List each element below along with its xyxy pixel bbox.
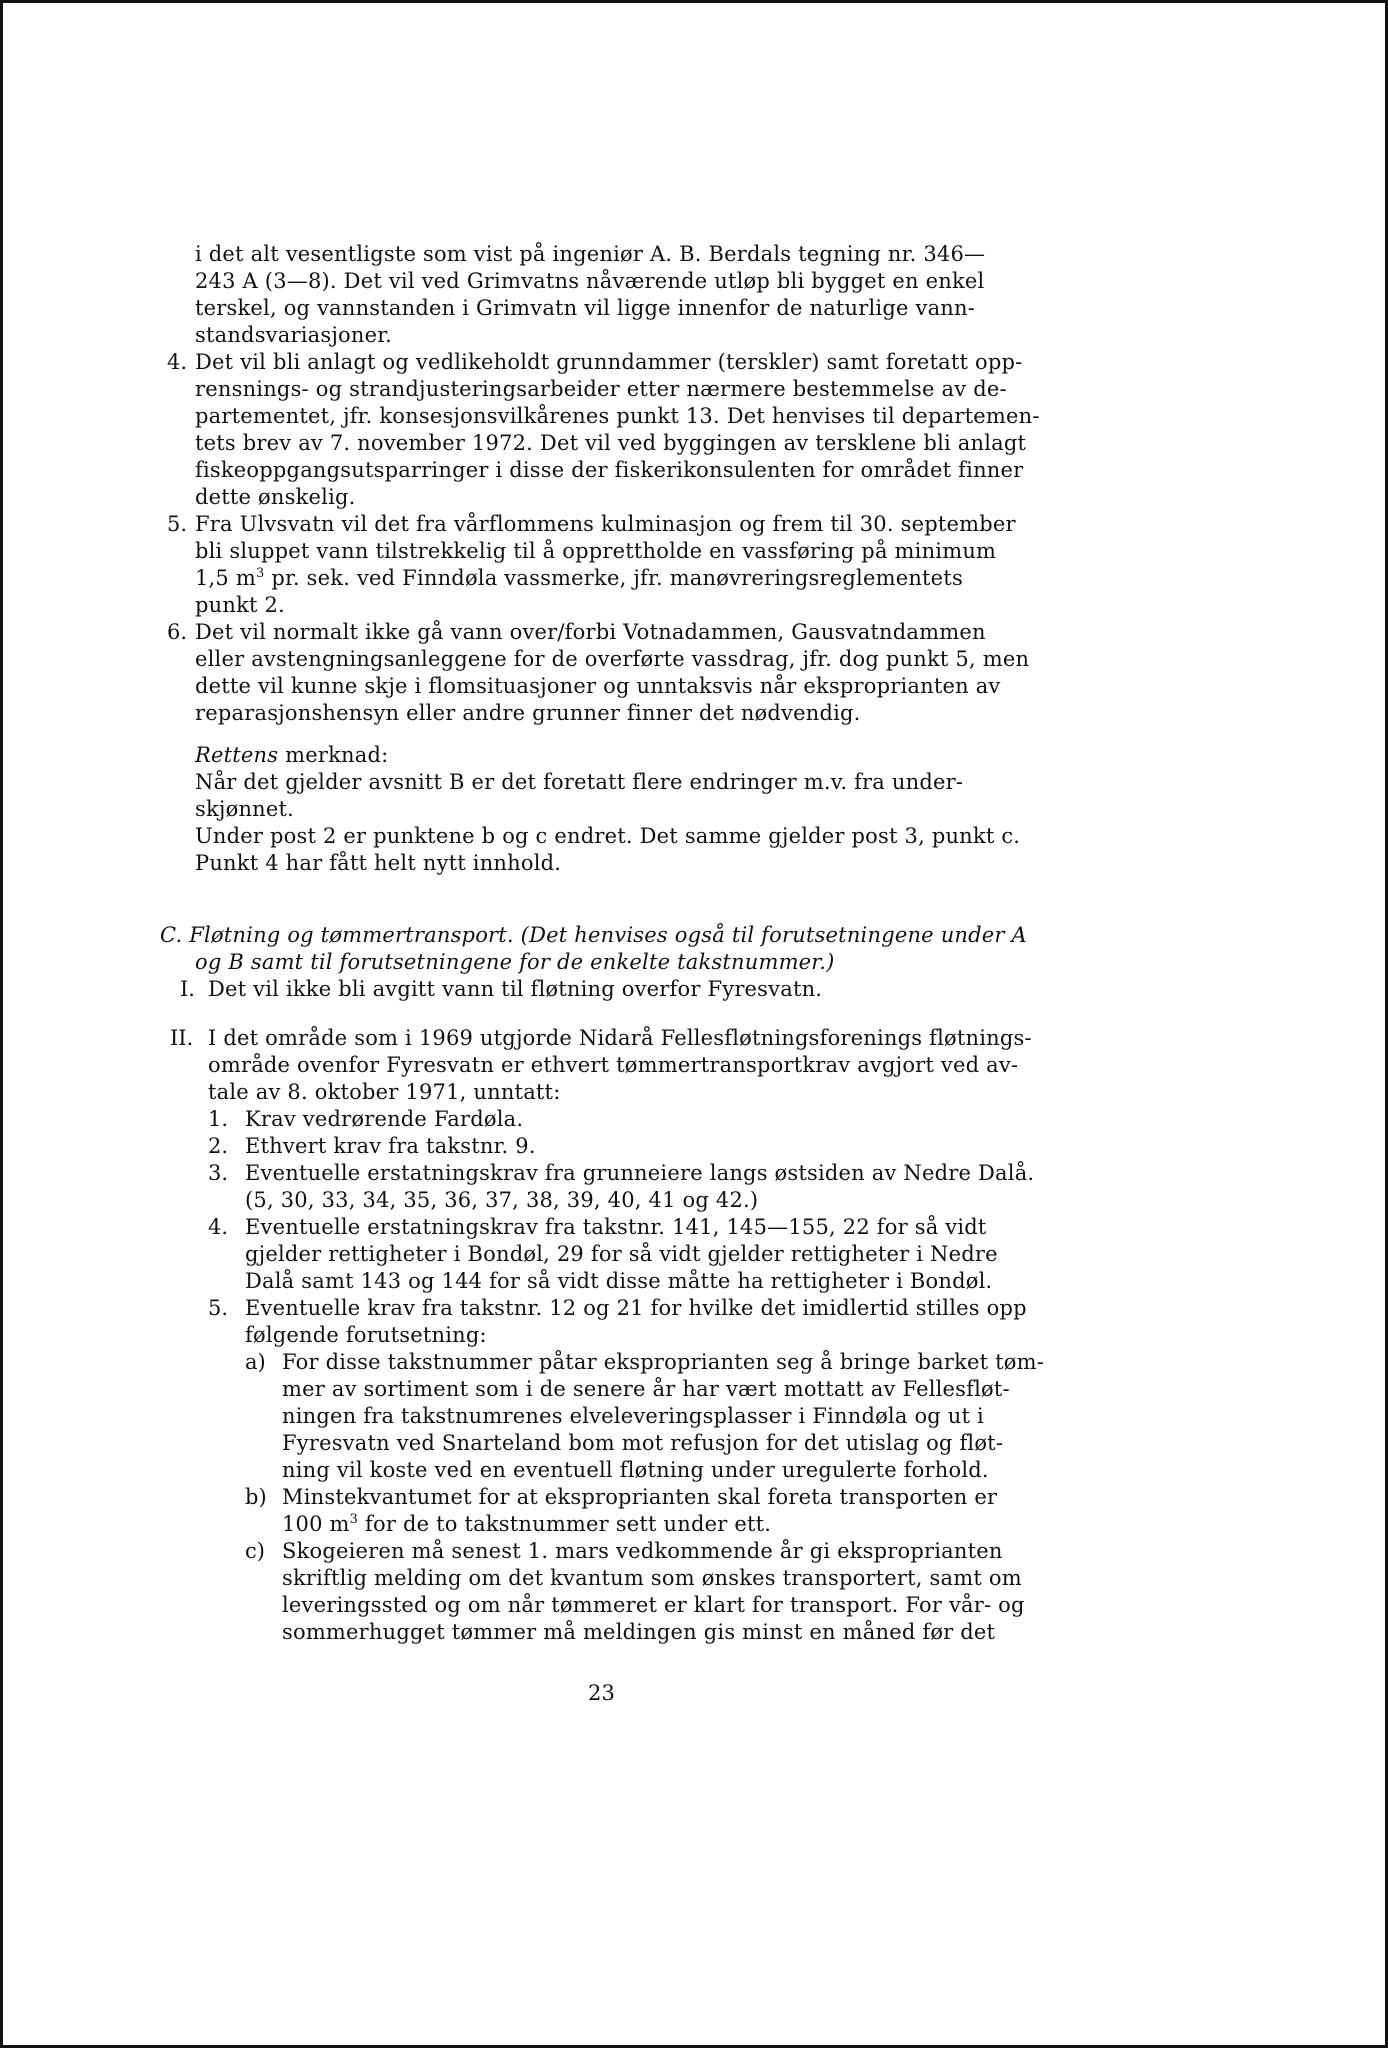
text-line: Minstekvantumet for at eksproprianten skal foreta transporten er: [282, 1485, 998, 1509]
text-line: fiskeoppgangsutsparringer i disse der fiskerikonsulenten for området finner: [195, 458, 1024, 482]
text-line: mer av sortiment som i de senere år har vært mottatt av Fellesfløt-: [282, 1377, 1010, 1401]
text-line: ningen fra takstnumrenes elveleveringsplasser i Finndøla og ut i: [282, 1404, 984, 1428]
text-line: tets brev av 7. november 1972. Det vil ved byggingen av tersklene bli anlagt: [195, 431, 1027, 455]
text-line: Det vil ikke bli avgitt vann til fløtning overfor Fyresvatn.: [208, 977, 823, 1001]
page-border-left: [0, 0, 3, 2048]
item-number: 3.: [208, 1161, 229, 1185]
text-line: punkt 2.: [195, 593, 285, 617]
text-line: eller avstengningsanleggene for de overførte vassdrag, jfr. dog punkt 5, men: [195, 647, 1030, 671]
item-letter: b): [245, 1485, 267, 1509]
text-line: I det område som i 1969 utgjorde Nidarå Fellesfløtningsforenings fløtnings-: [208, 1026, 1032, 1050]
text-line: tale av 8. oktober 1971, unntatt:: [208, 1080, 561, 1104]
remark-heading: [195, 742, 388, 768]
text-line: i det alt vesentligste som vist på ingeniør A. B. Berdals tegning nr. 346—: [195, 242, 986, 266]
item-letter: a): [245, 1350, 266, 1374]
text-fragment: pr. sek. ved Finndøla vassmerke, jfr. manøvreringsreglementets: [264, 566, 963, 590]
text-line: Eventuelle erstatningskrav fra takstnr. 141, 145—155, 22 for så vidt: [245, 1215, 987, 1239]
item-number: 2.: [208, 1134, 229, 1158]
section-heading: C. Fløtning og tømmertransport. (Det henvises også til forutsetningene under A: [160, 923, 1027, 947]
text-line: leveringssted og om når tømmeret er klart for transport. For vår- og: [282, 1593, 1025, 1617]
text-line: (5, 30, 33, 34, 35, 36, 37, 38, 39, 40, 41 og 42.): [245, 1188, 759, 1212]
remark-heading-italic: Rettens: [195, 743, 279, 767]
text-line: Det vil normalt ikke gå vann over/forbi Votnadammen, Gausvatndammen: [195, 620, 986, 644]
page-border-top: [0, 0, 1388, 3]
text-line: Dalå samt 143 og 144 for så vidt disse måtte ha rettigheter i Bondøl.: [245, 1269, 993, 1293]
text-line: Når det gjelder avsnitt B er det foretatt flere endringer m.v. fra under-: [195, 770, 964, 794]
text-line: Eventuelle krav fra takstnr. 12 og 21 for hvilke det imidlertid stilles opp: [245, 1296, 1027, 1320]
text-line: sommerhugget tømmer må meldingen gis minst en måned før det: [282, 1620, 996, 1644]
text-line: [282, 1511, 771, 1537]
text-line: skriftlig melding om det kvantum som ønskes transportert, samt om: [282, 1566, 1022, 1590]
item-number: 6.: [167, 620, 188, 644]
text-line: Punkt 4 har fått helt nytt innhold.: [195, 851, 562, 875]
text-line: Under post 2 er punktene b og c endret. Det samme gjelder post 3, punkt c.: [195, 824, 1021, 848]
text-line: Ethvert krav fra takstnr. 9.: [245, 1134, 536, 1158]
item-number: 5.: [167, 512, 188, 536]
text-line: Fra Ulvsvatn vil det fra vårflommens kulminasjon og frem til 30. september: [195, 512, 1016, 536]
text-fragment: 1,5 m: [195, 566, 256, 590]
item-number: II.: [170, 1026, 194, 1050]
superscript: 3: [256, 566, 265, 581]
page-number: 23: [588, 1681, 616, 1705]
text-line: partementet, jfr. konsesjonsvilkårenes punkt 13. Det henvises til departemen-: [195, 404, 1040, 428]
section-heading: og B samt til forutsetningene for de enkelte takstnummer.): [195, 950, 835, 974]
text-fragment: for de to takstnummer sett under ett.: [358, 1512, 772, 1536]
item-letter: c): [245, 1539, 265, 1563]
text-line: ning vil koste ved en eventuell fløtning under uregulerte forhold.: [282, 1458, 989, 1482]
text-line: dette ønskelig.: [195, 485, 356, 509]
text-line: Fyresvatn ved Snarteland bom mot refusjon for det utislag og fløt-: [282, 1431, 1004, 1455]
text-line: bli sluppet vann tilstrekkelig til å opprettholde en vassføring på minimum: [195, 539, 997, 563]
superscript: 3: [349, 1512, 359, 1527]
item-number: 4.: [167, 350, 188, 374]
text-line: område ovenfor Fyresvatn er ethvert tømmertransportkrav avgjort ved av-: [208, 1053, 1019, 1077]
text-line: terskel, og vannstanden i Grimvatn vil ligge innenfor de naturlige vann-: [195, 296, 976, 320]
text-line: gjelder rettigheter i Bondøl, 29 for så vidt gjelder rettigheter i Nedre: [245, 1242, 998, 1266]
text-line: Eventuelle erstatningskrav fra grunneiere langs østsiden av Nedre Dalå.: [245, 1161, 1035, 1185]
text-line: For disse takstnummer påtar eksproprianten seg å bringe barket tøm-: [282, 1350, 1045, 1374]
item-number: I.: [180, 977, 195, 1001]
text-line: skjønnet.: [195, 797, 295, 821]
item-number: 1.: [208, 1107, 229, 1131]
remark-heading-rest: merknad:: [278, 743, 389, 767]
item-number: 5.: [208, 1296, 229, 1320]
text-line: reparasjonshensyn eller andre grunner finner det nødvendig.: [195, 701, 861, 725]
text-fragment: 100 m: [282, 1512, 350, 1536]
text-line: Krav vedrørende Fardøla.: [245, 1107, 524, 1131]
text-line: Det vil bli anlagt og vedlikeholdt grunndammer (terskler) samt foretatt opp-: [195, 350, 1023, 374]
text-line: 243 A (3—8). Det vil ved Grimvatns nåværende utløp bli bygget en enkel: [195, 269, 985, 293]
text-line: standsvariasjoner.: [195, 323, 393, 347]
text-line: rensnings- og strandjusteringsarbeider etter nærmere bestemmelse av de-: [195, 377, 1007, 401]
text-line: dette vil kunne skje i flomsituasjoner og unntaksvis når eksproprianten av: [195, 674, 1001, 698]
text-line: [195, 565, 963, 591]
item-number: 4.: [208, 1215, 229, 1239]
text-line: Skogeieren må senest 1. mars vedkommende år gi eksproprianten: [282, 1539, 1003, 1563]
text-line: følgende forutsetning:: [245, 1323, 487, 1347]
